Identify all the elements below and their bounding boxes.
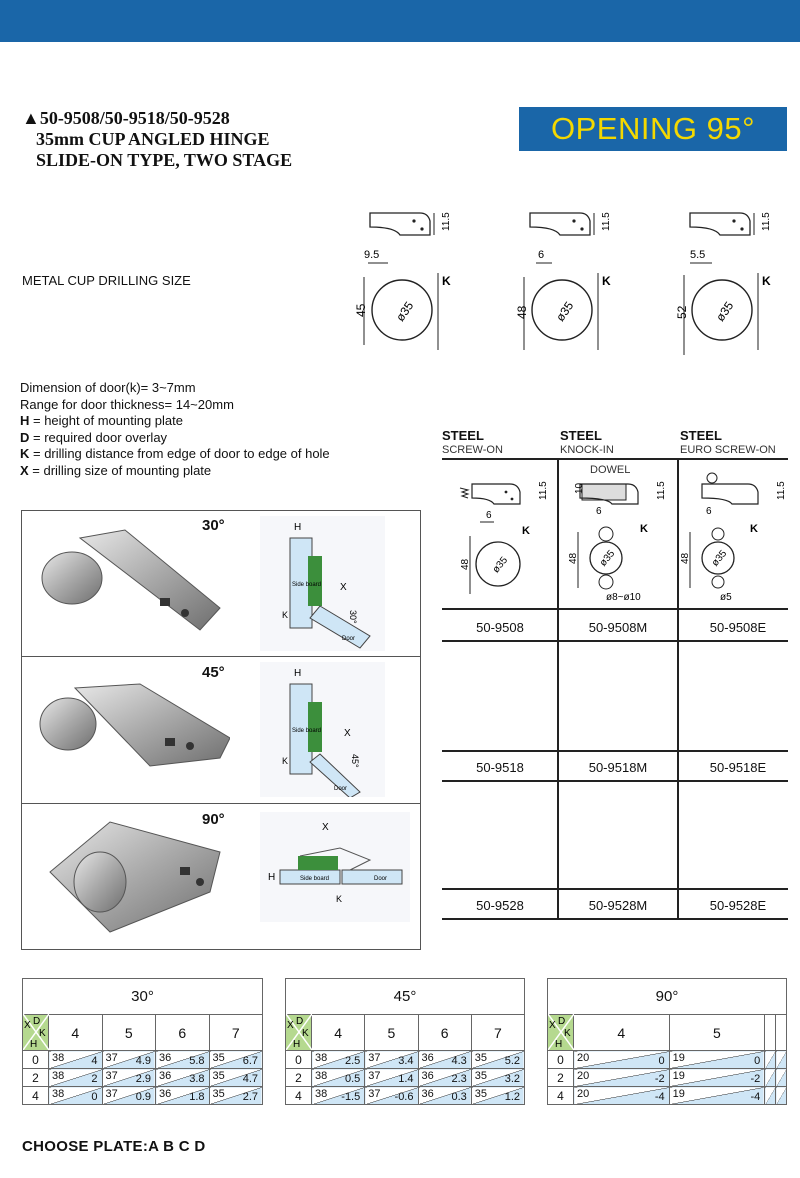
table90-k (765, 1015, 776, 1051)
d2-thickness: 11.5 (601, 212, 612, 231)
hinge-photo-45 (30, 666, 230, 786)
svg-text:H: H (30, 1039, 38, 1050)
table90-k: 4 (574, 1015, 670, 1051)
table-row: 2 20 -2 19 -2 (548, 1069, 787, 1087)
table45-title: 45° (286, 979, 525, 1015)
svg-text:H: H (294, 668, 302, 679)
plate-col3-material: STEEL (680, 428, 722, 443)
plate-col1-type: SCREW-ON (442, 444, 503, 456)
svg-text:X: X (549, 1020, 556, 1031)
svg-text:K: K (282, 610, 289, 620)
plate-col2-material: STEEL (560, 428, 602, 443)
svg-text:D: D (33, 1016, 41, 1027)
svg-text:K: K (640, 523, 648, 535)
svg-text:K: K (39, 1028, 46, 1039)
svg-text:X: X (287, 1020, 294, 1031)
def-k: K = drilling distance from edge of door to edge of hole (20, 446, 330, 462)
plate-col1-material: STEEL (442, 428, 484, 443)
plate-col2-type: KNOCK-IN (560, 444, 614, 456)
table90-k: 5 (669, 1015, 765, 1051)
svg-text:K: K (302, 1028, 309, 1039)
plate-diagram-euro (680, 473, 787, 603)
svg-text:K: K (750, 523, 758, 535)
table-row: 2 38 0.5 37 1.4 36 2.3 35 3.2 (286, 1069, 525, 1087)
svg-text:6: 6 (596, 506, 602, 517)
svg-text:Door: Door (374, 876, 388, 882)
product-name: 35mm CUP ANGLED HINGE (36, 129, 270, 149)
table-row: 0 38 4 37 4.9 36 5.8 35 6.7 (23, 1051, 263, 1069)
svg-text:K: K (564, 1028, 571, 1039)
table30-k: 7 (209, 1015, 263, 1051)
hinge-photo-30 (30, 518, 230, 648)
d1-diameter: ø35 (392, 298, 417, 324)
install-diagram-45 (260, 662, 385, 797)
table45-k: 5 (365, 1015, 418, 1051)
svg-text:ø35: ø35 (597, 548, 618, 569)
install-diagram-90 (260, 812, 410, 922)
plate-row-rule-2 (442, 640, 788, 642)
table30-k: 4 (49, 1015, 103, 1051)
table-row: 4 20 -4 19 -4 (548, 1087, 787, 1105)
svg-text:ø5: ø5 (720, 592, 732, 603)
code-9508: 50-9508 (476, 620, 524, 635)
table30-k: 6 (156, 1015, 210, 1051)
table-row: 2 38 2 37 2.9 36 3.8 35 4.7 (23, 1069, 263, 1087)
svg-text:H: H (555, 1039, 563, 1050)
drilling-diagram-1 (354, 212, 452, 350)
svg-text:X: X (340, 582, 347, 593)
def-x: X = drilling size of mounting plate (20, 462, 212, 478)
svg-text:48: 48 (460, 558, 471, 570)
svg-text:K: K (282, 756, 289, 766)
d2-diameter: ø35 (552, 298, 577, 324)
opening-badge: OPENING 95° (519, 107, 787, 151)
angle-label-90: 90° (202, 811, 225, 828)
svg-text:11.5: 11.5 (776, 481, 787, 500)
code-9508m: 50-9508M (588, 620, 648, 635)
plate-row-rule-5 (442, 888, 788, 890)
plate-diagram-screw-on (460, 481, 549, 594)
drilling-label: METAL CUP DRILLING SIZE (22, 273, 191, 288)
d2-k: K (602, 274, 611, 288)
d3-thickness: 11.5 (761, 212, 772, 231)
table30-corner-labels (23, 1014, 49, 1050)
table-row: 4 38 -1.5 37 -0.6 36 0.3 35 1.2 (286, 1087, 525, 1105)
plate-col3-type: EURO SCREW-ON (680, 444, 776, 456)
code-9528m: 50-9528M (588, 898, 648, 913)
plate-diagrams (442, 472, 788, 606)
def-d: D = required door overlay (20, 429, 168, 445)
svg-text:Door: Door (334, 786, 348, 792)
code-9528: 50-9528 (476, 898, 524, 913)
svg-text:H: H (294, 522, 302, 533)
d2-offset: 6 (538, 249, 545, 261)
svg-text:11.5: 11.5 (538, 481, 549, 500)
svg-text:10: 10 (574, 482, 585, 494)
choose-plate: CHOOSE PLATE:A B C D (22, 1138, 206, 1155)
svg-text:D: D (296, 1016, 304, 1027)
plate-row-rule-6 (442, 918, 788, 920)
svg-text:6: 6 (706, 506, 712, 517)
drilling-diagram-2 (515, 212, 612, 350)
model-numbers: ▲50-9508/50-9518/50-9528 (22, 108, 230, 128)
d1-thickness: 11.5 (441, 212, 452, 231)
svg-text:Side board: Side board (300, 876, 330, 882)
d3-offset: 5.5 (690, 249, 706, 261)
angle-divider-2 (21, 803, 421, 804)
table30-k: 5 (102, 1015, 156, 1051)
install-diagram-30 (260, 516, 385, 651)
svg-text:Side board: Side board (292, 582, 322, 588)
svg-text:X: X (322, 822, 329, 833)
code-9528e: 50-9528E (709, 898, 767, 913)
drilling-diagrams (340, 205, 800, 365)
svg-text:K: K (336, 894, 343, 904)
table45-k: 6 (418, 1015, 471, 1051)
hinge-photo-90 (30, 812, 230, 942)
top-banner (0, 0, 800, 42)
svg-text:D: D (558, 1016, 566, 1027)
d1-height: 45 (354, 303, 368, 317)
dowel-label: DOWEL (590, 464, 631, 476)
table-row: 4 38 0 37 0.9 36 1.8 35 2.7 (23, 1087, 263, 1105)
angle-label-30: 30° (202, 517, 225, 534)
svg-text:45°: 45° (350, 754, 360, 768)
door-range: Range for door thickness= 14~20mm (20, 396, 234, 412)
plate-row-rule-3 (442, 750, 788, 752)
svg-text:Door: Door (342, 636, 356, 642)
table45-k: 7 (471, 1015, 524, 1051)
plate-row-rule-1 (442, 608, 788, 610)
svg-text:Side board: Side board (292, 728, 322, 734)
d1-offset: 9.5 (364, 249, 380, 261)
svg-text:48: 48 (568, 552, 579, 564)
svg-text:48: 48 (680, 552, 691, 564)
specifications (20, 380, 330, 480)
angle-label-45: 45° (202, 664, 225, 681)
overlay-table-90 (547, 978, 787, 1105)
table90-k (776, 1015, 787, 1051)
def-h: H = height of mounting plate (20, 413, 183, 429)
svg-text:H: H (268, 872, 276, 883)
overlay-table-30 (22, 978, 263, 1105)
overlay-table-45 (285, 978, 525, 1105)
svg-text:H: H (293, 1039, 301, 1050)
d3-height: 52 (675, 305, 689, 319)
plate-row-rule-4 (442, 780, 788, 782)
table-row: 0 38 2.5 37 3.4 36 4.3 35 5.2 (286, 1051, 525, 1069)
table30-title: 30° (23, 979, 263, 1015)
code-9518e: 50-9518E (709, 760, 767, 775)
svg-text:ø8~ø10: ø8~ø10 (606, 592, 641, 603)
door-dimension: Dimension of door(k)= 3~7mm (20, 380, 196, 395)
d3-k: K (762, 274, 771, 288)
table-row: 0 20 0 19 0 (548, 1051, 787, 1069)
table45-corner-labels (286, 1014, 312, 1050)
product-type: SLIDE-ON TYPE, TWO STAGE (36, 150, 293, 170)
angle-divider-1 (21, 656, 421, 657)
d3-diameter: ø35 (712, 298, 737, 324)
svg-text:ø35: ø35 (490, 554, 511, 576)
code-9518m: 50-9518M (588, 760, 648, 775)
svg-text:X: X (344, 728, 351, 739)
plate-diagram-knock-in (568, 481, 667, 603)
table90-corner-labels (548, 1014, 574, 1050)
svg-text:K: K (522, 525, 530, 537)
drilling-diagram-3 (675, 212, 772, 355)
table45-k: 4 (312, 1015, 365, 1051)
svg-text:ø35: ø35 (709, 548, 730, 569)
d1-k: K (442, 274, 451, 288)
svg-text:11.5: 11.5 (656, 481, 667, 500)
code-9508e: 50-9508E (709, 620, 767, 635)
plate-header-rule (442, 458, 788, 460)
table90-title: 90° (548, 979, 787, 1015)
svg-text:30°: 30° (348, 610, 358, 624)
svg-text:X: X (24, 1020, 31, 1031)
svg-text:6: 6 (486, 510, 492, 521)
d2-height: 48 (515, 305, 529, 319)
code-9518: 50-9518 (476, 760, 524, 775)
